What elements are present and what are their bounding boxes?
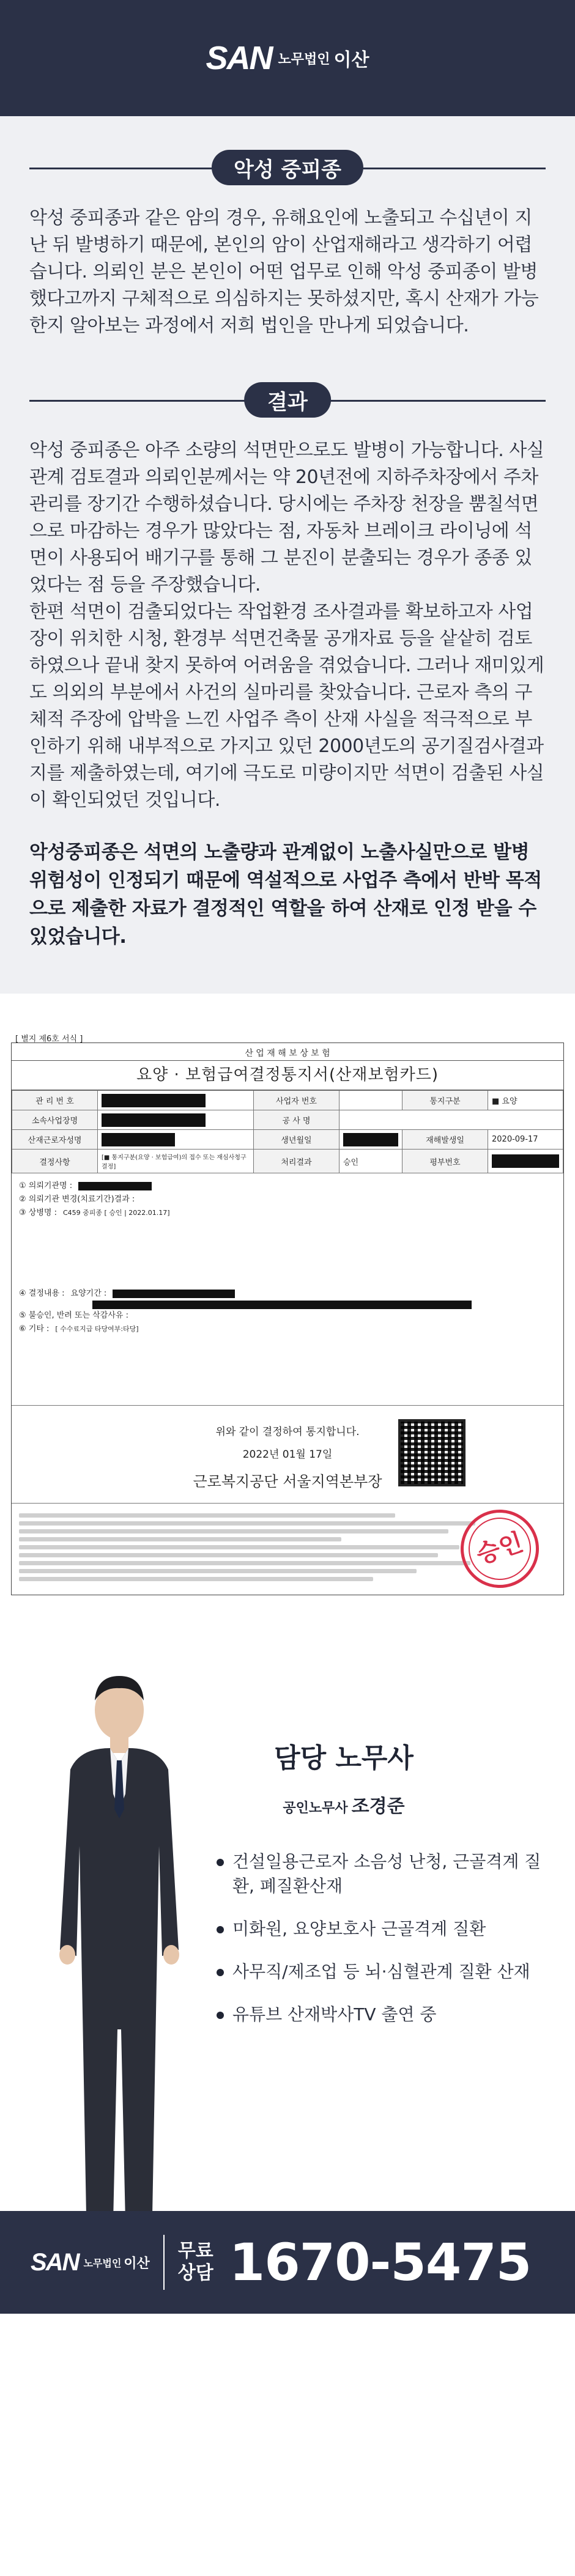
form-value: ■ 요양 (488, 1091, 563, 1110)
notice-date: 2022년 01월 17일 (242, 1449, 333, 1461)
table-row (12, 1091, 563, 1110)
conclusion: 악성중피종은 석면의 노출량과 관계없이 노출사실만으로 발병 위험성이 인정되기 때문에 역설적으로 사업주 측에서 반박 목적으로 제출한 자료가 결정적인 역할을 하여 산재로 인정 받을 수 있었습니다. (29, 841, 542, 948)
consult-label-line2: 상담 (177, 2262, 213, 2284)
section-heading-2 (29, 382, 546, 419)
body-line-text: ② 의뢰기관 변경(치료기간)결과 : (19, 1195, 135, 1204)
redaction (113, 1290, 235, 1298)
etc-value: [ 수수료지급 타당여부:타당] (55, 1325, 139, 1333)
document-title: 요양 · 보험급여결정통지서(산재보험카드) (12, 1061, 563, 1090)
form-value (98, 1110, 254, 1130)
form-label: 관 리 번 호 (12, 1091, 98, 1110)
section2-paragraph-2: 한편 석면이 검출되었다는 작업환경 조사결과를 확보하고자 사업장이 위치한 시청, 환경부 석면건축물 공개자료 등을 샅샅히 검토하였으나 끝내 찾지 못하여 어려움을 겪었습니다. 그러나 재미있게도 의외의 부분에서 사건의 실마리를 찾았습니다. 근로자 측의 구체적 주장에 압박을 느낀 사업주 측이 산재 사실을 적극적으로 부인하기 위해 내부적으로 가지고 있던 2000년도의 공기질검사결과지를 제출하였는데, 여기에 극도로 미량이지만 석면이 검출된 사실이 확인되었던 것입니다. (29, 601, 544, 811)
redaction (102, 1133, 175, 1146)
footer-divider (163, 2235, 165, 2290)
body-line (19, 1206, 556, 1220)
footer-logo-sub: 노무법인 (83, 2257, 122, 2269)
list-item: 사무직/제조업 등 뇌·심혈관계 질환 산재 (215, 1960, 558, 1984)
body-line (19, 1287, 556, 1301)
attorney-role: 공인노무사 (283, 1801, 348, 1816)
footer-logo-name: 이산 (124, 2256, 150, 2272)
note-line (19, 1545, 459, 1549)
section2-paragraph-1: 악성 중피종은 아주 소량의 석면만으로도 발병이 가능합니다. 사실관계 검토결과 의뢰인분께서는 약 20년전에 지하주차장에서 주차관리를 장기간 수행하셨습니다. 당시에는 주차장 천장을 뿜칠석면으로 마감하는 경우가 많았다는 점, 자동차 브레이크 라이닝에 석면이 사용되어 배기구를 통해 그 분진이 분출되는 경우가 종종 있었다는 점 등을 주장했습니다. (29, 440, 544, 596)
form-value (339, 1110, 563, 1130)
form-value (339, 1130, 402, 1150)
form-label: 산재근로자성명 (12, 1130, 98, 1150)
case-section (0, 116, 575, 994)
section-title-2: 결과 (244, 382, 331, 418)
body-line (19, 1193, 556, 1206)
section1-paragraph: 악성 중피종과 같은 암의 경우, 유해요인에 노출되고 수십년이 지난 뒤 발병하기 때문에, 본인의 암이 산업재해라고 생각하기 어렵습니다. 의뢰인 분은 본인이 어떤 업무로 인해 악성 중피종이 발병했다고까지 구체적으로 의심하지는 못하셨지만, 혹시 산재가 가능한지 알아보는 과정에서 저희 법인을 만나게 되었습니다. (29, 207, 539, 336)
table-row (12, 1150, 563, 1173)
redaction (92, 1301, 472, 1309)
footer-logo-mark: SAN (31, 2248, 79, 2276)
form-label: 결정사항 (12, 1150, 98, 1173)
note-line (19, 1577, 373, 1581)
form-label: 생년월일 (254, 1130, 339, 1150)
form-value: 승인 (339, 1150, 402, 1173)
form-label: 통지구분 (402, 1091, 488, 1110)
redaction (78, 1182, 152, 1190)
table-row (12, 1110, 563, 1130)
note-line (19, 1537, 341, 1541)
section-heading-1 (29, 150, 546, 186)
note-line (19, 1553, 438, 1557)
note-line (19, 1521, 475, 1526)
note-line (19, 1513, 395, 1518)
form-label: 평부번호 (402, 1150, 488, 1173)
form-label: 소속사업장명 (12, 1110, 98, 1130)
list-item: 건설일용근로자 소음성 난청, 근골격계 질환, 폐질환산재 (215, 1850, 558, 1899)
attorney-profile (0, 1595, 575, 2314)
form-value (98, 1091, 254, 1110)
disease-value: C459 중피종 [ 승인 | 2022.01.17] (62, 1209, 170, 1217)
document-body (12, 1173, 563, 1406)
attorney-expertise-list (215, 1850, 558, 2027)
consult-label (178, 2240, 213, 2284)
body-line-text: ③ 상병명 : (19, 1208, 57, 1217)
document-form-table (12, 1090, 563, 1173)
redaction (492, 1154, 559, 1168)
body-line (19, 1323, 556, 1336)
note-line (19, 1569, 417, 1573)
attorney-title: 담당 노무사 (274, 1743, 414, 1774)
document-footer (12, 1406, 563, 1504)
attorney-name-row (215, 1791, 472, 1818)
note-line (19, 1561, 470, 1565)
header (0, 0, 575, 116)
issuer: 근로복지공단 서울지역본부장 (193, 1473, 382, 1490)
document-top-label: 산 업 재 해 보 상 보 험 (12, 1043, 563, 1061)
section-title-1: 악성 중피종 (212, 150, 363, 185)
qr-code (398, 1419, 466, 1486)
note-line (19, 1529, 448, 1533)
footer-logo (31, 2249, 150, 2276)
table-row (12, 1130, 563, 1150)
form-label: 처리결과 (254, 1150, 339, 1173)
body-line-text: ④ 결정내용 : (19, 1289, 65, 1298)
list-item: 유튜브 산재박사TV 출연 중 (215, 2002, 558, 2027)
logo-mark: SAN (206, 40, 272, 76)
form-value: [■ 통지구분(요양 · 보험급여)의 접수 또는 재심사청구 결정] (98, 1150, 254, 1173)
body-line-text: ⑥ 기타 : (19, 1324, 50, 1334)
document-notes (12, 1504, 563, 1595)
body-line (19, 1309, 556, 1323)
redaction (343, 1133, 398, 1146)
body-line-text: ① 의뢰기관명 : (19, 1181, 73, 1190)
body-line-text: ⑤ 불승인, 반려 또는 삭감사유 : (19, 1311, 128, 1320)
content-value: 요양기간 : (70, 1289, 107, 1298)
decision-notice-document (11, 1035, 564, 1595)
form-label: 재해발생일 (402, 1130, 488, 1150)
spacer (19, 1220, 556, 1287)
redaction (102, 1094, 206, 1107)
redaction (102, 1113, 206, 1127)
footer-bar (0, 2211, 575, 2314)
attorney-photo (43, 1663, 196, 2274)
form-label: 공 사 명 (254, 1110, 339, 1130)
attorney-info (215, 1736, 558, 2045)
form-value (98, 1130, 254, 1150)
logo-name: 이산 (333, 50, 369, 71)
phone-number-link[interactable]: 1670-5475 (229, 2232, 532, 2292)
approval-stamp: 승인 (450, 1499, 549, 1598)
form-value (339, 1091, 402, 1110)
section2-body (0, 419, 575, 814)
body-line (19, 1301, 556, 1309)
list-item: 미화원, 요양보호사 근골격계 질환 (215, 1917, 558, 1941)
form-value (488, 1150, 563, 1173)
notice-line: 위와 같이 결정하여 통지합니다. (215, 1426, 360, 1438)
attorney-name: 조경준 (351, 1796, 405, 1817)
body-line (19, 1179, 556, 1193)
form-value: 2020-09-17 (488, 1130, 563, 1150)
logo-sub: 노무법인 (278, 51, 330, 67)
consult-label-line1: 무료 (177, 2240, 213, 2262)
form-label: 사업자 번호 (254, 1091, 339, 1110)
section1-body (0, 186, 575, 339)
document-section (0, 994, 575, 1595)
logo (206, 39, 369, 77)
form-tag: [ 별지 제6호 서식 ] (15, 1035, 83, 1044)
